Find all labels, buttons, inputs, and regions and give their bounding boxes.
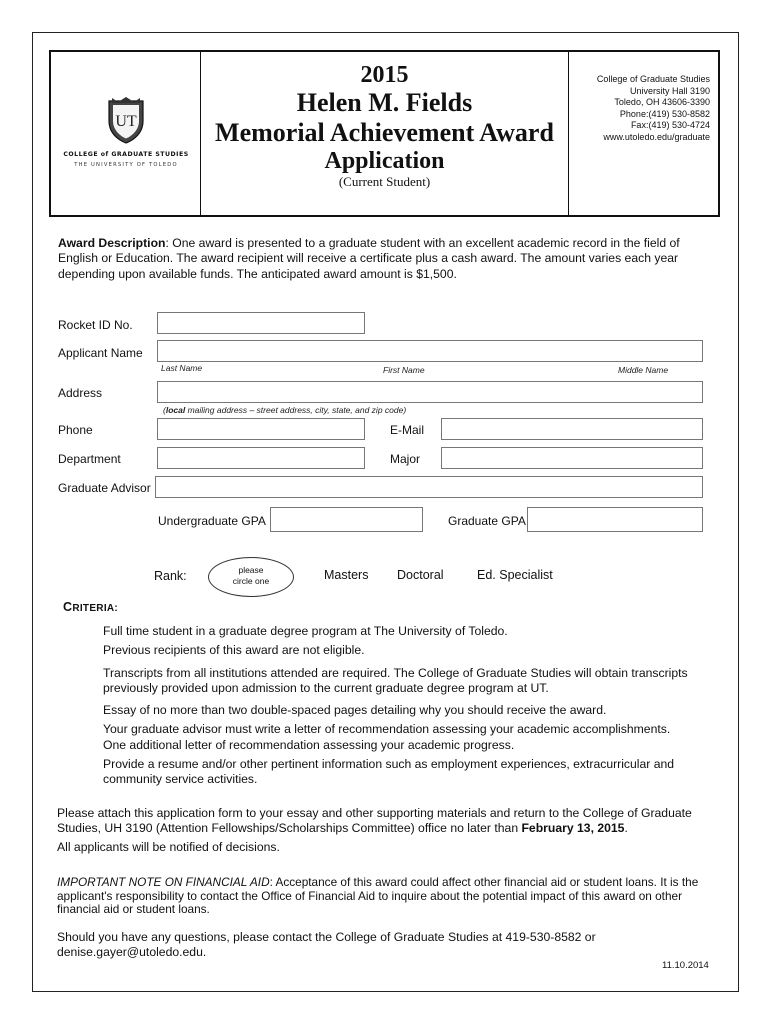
rank-hint-line1: please	[238, 565, 264, 575]
applicant-name-input[interactable]	[157, 340, 703, 362]
financial-aid-label: IMPORTANT NOTE ON FINANCIAL AID	[57, 875, 270, 889]
contact-fax: Fax:(419) 530-4724	[630, 120, 710, 130]
rank-option-masters[interactable]: Masters	[324, 568, 369, 582]
submission-instructions: Please attach this application form to your essay and other supporting materials and return to the College of Graduate Studies, UH 3190 (Attention Fellowships/Scholarships Committee) office no later than February 13, 2015.	[57, 806, 692, 836]
email-label: E-Mail	[390, 423, 425, 437]
phone-label: Phone	[58, 423, 93, 437]
application-subtitle: (Current Student)	[338, 174, 431, 189]
contact-block	[597, 74, 710, 143]
undergraduate-gpa-label: Undergraduate GPA	[158, 514, 266, 528]
rank-hint-oval	[208, 557, 294, 597]
rocket-id-label: Rocket ID No.	[58, 318, 133, 332]
rank-hint-line2: circle one	[232, 576, 270, 586]
major-label: Major	[390, 452, 421, 466]
rank-label: Rank:	[154, 569, 187, 583]
contact-building: University Hall 3190	[629, 85, 710, 96]
criteria-item: Essay of no more than two double-spaced pages detailing why you should receive the award.	[103, 703, 607, 717]
criteria-item: One additional letter of recommendation assessing your academic progress.	[103, 738, 515, 752]
award-description	[58, 236, 708, 282]
criteria-item: Full time student in a graduate degree program at The University of Toledo.	[103, 624, 508, 638]
criteria-item: Provide a resume and/or other pertinent information such as employment experiences, extracurricular and community service activities.	[103, 757, 675, 787]
major-input[interactable]	[441, 447, 703, 469]
ut-shield-logo-icon	[106, 97, 146, 145]
rank-option-doctoral[interactable]: Doctoral	[397, 568, 444, 582]
address-hint: (local mailing address – street address, city, state, and zip code)	[163, 405, 407, 415]
criteria-item: Previous recipients of this award are not eligible.	[103, 643, 365, 657]
department-label: Department	[58, 452, 121, 466]
contact-city: Toledo, OH 43606-3390	[614, 97, 710, 107]
submission-deadline: February 13, 2015	[521, 821, 625, 836]
address-hint-local: local	[165, 405, 186, 415]
award-honoree: Helen M. Fields	[296, 88, 473, 117]
notification-note: All applicants will be notified of decisions.	[57, 840, 280, 854]
description-label: Award Description	[58, 236, 166, 250]
contact-panel	[568, 52, 718, 215]
questions-contact: Should you have any questions, please contact the College of Graduate Studies at 419-530-8582 or denise.gayer@utoledo.edu.	[57, 930, 596, 960]
applicant-name-label: Applicant Name	[58, 346, 143, 360]
logo-mark: UT	[115, 113, 137, 130]
contact-college: College of Graduate Studies	[596, 74, 710, 84]
criteria-heading: CRITERIA:	[63, 600, 119, 614]
title-block	[201, 62, 568, 190]
description-text: : One award is presented to a graduate student with an excellent academic record in the field of English or Education. The award recipient will receive a certificate plus a cash award. The amount varies each year depending upon available funds. The anticipated award amount is $1,500.	[58, 236, 680, 281]
rank-option-ed-specialist[interactable]: Ed. Specialist	[477, 568, 553, 582]
application-heading: Application	[324, 148, 445, 174]
last-name-hint: Last Name	[161, 363, 203, 373]
first-name-hint: First Name	[383, 365, 425, 375]
contact-phone: Phone:(419) 530-8582	[619, 108, 710, 119]
phone-input[interactable]	[157, 418, 365, 440]
header-box	[49, 50, 720, 217]
department-input[interactable]	[157, 447, 365, 469]
middle-name-hint: Middle Name	[618, 365, 669, 375]
email-input[interactable]	[441, 418, 703, 440]
award-year: 2015	[360, 62, 409, 88]
logo-university-name: THE UNIVERSITY OF TOLEDO	[74, 162, 178, 168]
advisor-label: Graduate Advisor	[58, 481, 151, 495]
criteria-item: Your graduate advisor must write a letter of recommendation assessing your academic accomplishments.	[103, 722, 671, 736]
undergraduate-gpa-input[interactable]	[270, 507, 423, 532]
award-title: Memorial Achievement Award	[215, 118, 554, 147]
logo-college-name: COLLEGE of GRADUATE STUDIES	[63, 151, 189, 158]
graduate-gpa-label: Graduate GPA	[448, 514, 526, 528]
contact-website[interactable]: www.utoledo.edu/graduate	[603, 131, 710, 142]
advisor-input[interactable]	[155, 476, 703, 498]
address-input[interactable]	[157, 381, 703, 403]
revision-date: 11.10.2014	[662, 960, 709, 971]
financial-aid-note: IMPORTANT NOTE ON FINANCIAL AID: Acceptance of this award could affect other financial aid or student loans. It is the applicant's responsibility to contact the Office of Financial Aid to inquire about the potential impact of this award on other financial aid or student loans.	[57, 875, 699, 917]
address-label: Address	[58, 386, 103, 400]
criteria-item: Transcripts from all institutions attended are required. The College of Graduate Studies will obtain transcripts previously provided upon admission to the current graduate degree program at UT.	[103, 666, 688, 696]
rocket-id-input[interactable]	[157, 312, 365, 334]
graduate-gpa-input[interactable]	[527, 507, 703, 532]
logo-panel	[51, 52, 201, 215]
